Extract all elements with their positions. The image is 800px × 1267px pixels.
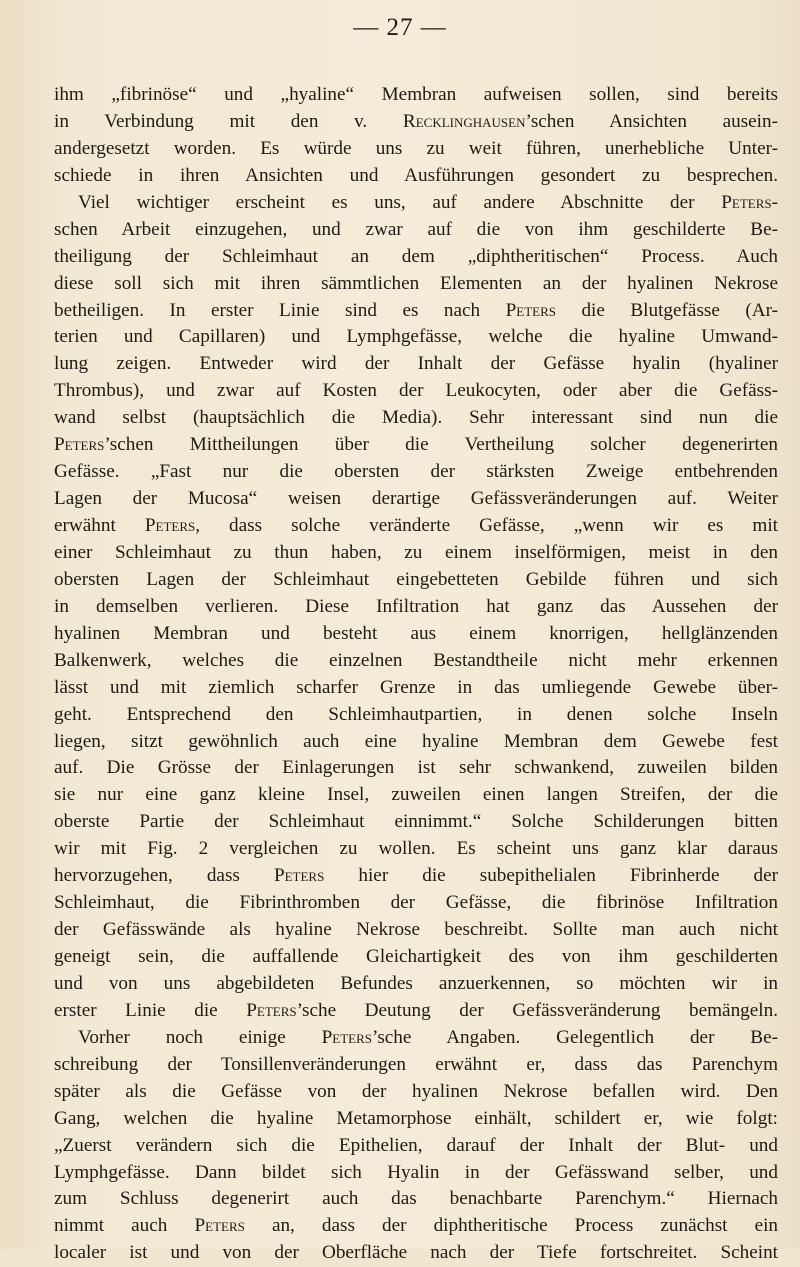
page-number: — 27 — — [353, 14, 447, 41]
text-line: Lymphgefässe. Dann bildet sich Hyalin in der Gefässwand selber, und — [54, 1161, 778, 1183]
text-line: schreibung der Tonsillenveränderungen erwähnt er, dass das Parenchym — [54, 1053, 778, 1075]
text-line: nimmt auch Peters an, dass der diphtheritische Process zunächst ein — [54, 1215, 779, 1237]
text-line: Viel wichtiger erscheint es uns, auf andere Abschnitte der Peters- — [78, 191, 778, 213]
text-line: localer ist und von der Oberfläche nach der Tiefe fortschreitet. Scheint — [54, 1242, 778, 1264]
text-line: Balkenwerk, welches die einzelnen Bestandtheile nicht mehr erkennen — [54, 649, 778, 671]
text-line: diese soll sich mit ihren sämmtlichen Elementen an der hyalinen Nekrose — [54, 272, 778, 294]
text-line: in demselben verlieren. Diese Infiltration hat ganz das Aussehen der — [54, 595, 778, 617]
text-line: schen Arbeit einzugehen, und zwar auf die von ihm geschilderte Be- — [54, 218, 778, 240]
text-line: betheiligen. In erster Linie sind es nach Peters die Blutgefässe (Ar- — [54, 299, 778, 321]
text-line: wand selbst (hauptsächlich die Media). Sehr interessant sind nun die — [54, 407, 778, 429]
text-line: ihm „fibrinöse“ und „hyaline“ Membran aufweisen sollen, sind bereits — [54, 84, 778, 105]
text-line: Gefässe. „Fast nur die obersten der stärksten Zweige entbehrenden — [54, 461, 778, 483]
text-line: liegen, sitzt gewöhnlich auch eine hyaline Membran dem Gewebe fest — [54, 730, 778, 752]
text-line: „Zuerst verändern sich die Epithelien, darauf der Inhalt der Blut- und — [54, 1134, 778, 1156]
body-text — [54, 82, 778, 1267]
text-line: lässt und mit ziemlich scharfer Grenze in das umliegende Gewebe über- — [54, 676, 778, 698]
text-line: theiligung der Schleimhaut an dem „diphtheritischen“ Process. Auch — [54, 245, 778, 267]
text-line: zum Schluss degenerirt auch das benachbarte Parenchym.“ Hiernach — [54, 1188, 778, 1210]
text-line: lung zeigen. Entweder wird der Inhalt der Gefässe hyalin (hyaliner — [54, 353, 778, 375]
text-line: in Verbindung mit den v. Recklinghausen’schen Ansichten ausein- — [54, 110, 778, 132]
text-line: später als die Gefässe von der hyalinen Nekrose befallen wird. Den — [54, 1080, 778, 1102]
text-line: terien und Capillaren) und Lymphgefässe, welche die hyaline Umwand- — [54, 326, 778, 348]
text-line: obersten Lagen der Schleimhaut eingebetteten Gebilde führen und sich — [54, 568, 778, 590]
text-line: Gang, welchen die hyaline Metamorphose einhält, schildert er, wie folgt: — [54, 1107, 778, 1129]
text-line: hervorzugehen, dass Peters hier die subepithelialen Fibrinherde der — [54, 865, 779, 887]
text-line: geht. Entsprechend den Schleimhautpartien, in denen solche Inseln — [54, 703, 778, 725]
text-line: auf. Die Grösse der Einlagerungen ist sehr schwankend, zuweilen bilden — [54, 757, 778, 779]
text-line: hyalinen Membran und besteht aus einem knorrigen, hellglänzenden — [54, 622, 778, 644]
text-line: Thrombus), und zwar auf Kosten der Leukocyten, oder aber die Gefäss- — [54, 380, 778, 402]
text-line: erwähnt Peters, dass solche veränderte Gefässe, „wenn wir es mit — [54, 515, 778, 536]
text-line: Lagen der Mucosa“ weisen derartige Gefässveränderungen auf. Weiter — [54, 488, 778, 510]
text-line: und von uns abgebildeten Befundes anzuerkennen, so möchten wir in — [54, 972, 778, 994]
text-line: schiede in ihren Ansichten und Ausführungen gesondert zu besprechen. — [54, 164, 778, 186]
text-line: Schleimhaut, die Fibrinthromben der Gefässe, die fibrinöse Infiltration — [54, 892, 778, 914]
text-line: Peters’schen Mittheilungen über die Vertheilung solcher degenerirten — [54, 434, 778, 456]
text-line: einer Schleimhaut zu thun haben, zu einem inselförmigen, meist in den — [54, 541, 778, 563]
text-line: wir mit Fig. 2 vergleichen zu wollen. Es scheint uns ganz klar daraus — [54, 838, 778, 860]
text-line: der Gefässwände als hyaline Nekrose beschreibt. Sollte man auch nicht — [54, 919, 778, 941]
text-line: andergesetzt worden. Es würde uns zu weit führen, unerhebliche Unter- — [54, 137, 778, 159]
text-line: sie nur eine ganz kleine Insel, zuweilen einen langen Streifen, der die — [54, 784, 778, 806]
text-line: geneigt sein, die auffallende Gleichartigkeit des von ihm geschilderten — [54, 946, 778, 967]
text-line: Vorher noch einige Peters’sche Angaben. Gelegentlich der Be- — [78, 1026, 779, 1048]
text-line: oberste Partie der Schleimhaut einnimmt.“ Solche Schilderungen bitten — [54, 811, 778, 833]
text-line: erster Linie die Peters’sche Deutung der Gefässveränderung bemängeln. — [54, 999, 778, 1021]
